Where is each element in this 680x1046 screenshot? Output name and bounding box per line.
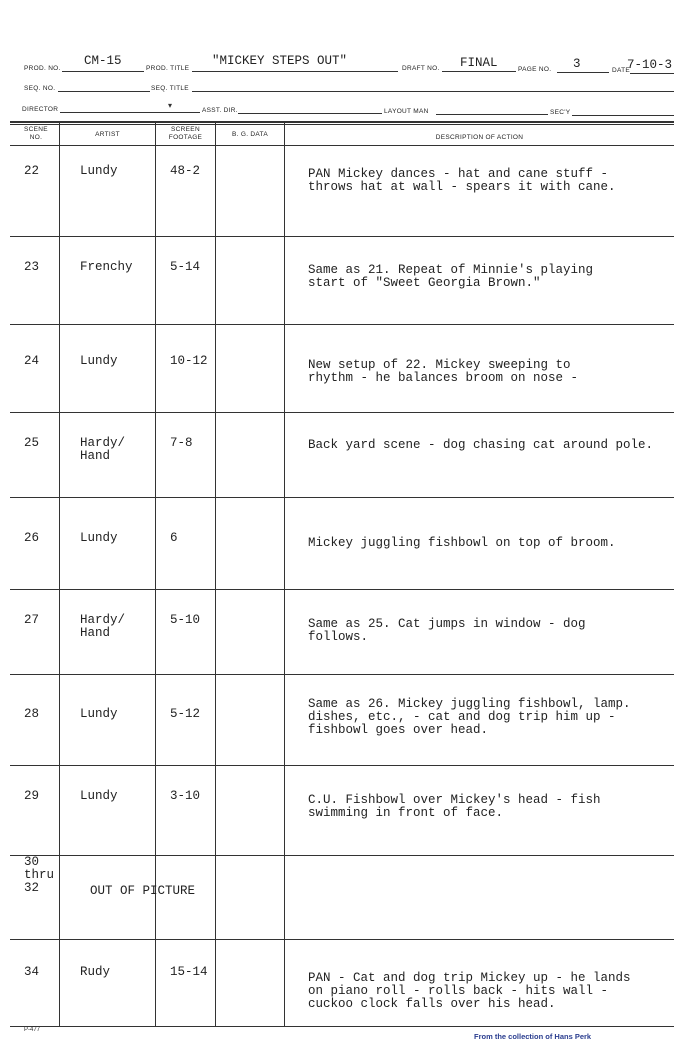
artist-name: Hardy/ Hand <box>80 436 126 463</box>
artist-name: Lundy <box>80 164 118 178</box>
action-description: Back yard scene - dog chasing cat around pole. <box>308 438 654 452</box>
table-top-border <box>10 121 674 123</box>
table-top-border-inner <box>10 124 674 125</box>
scene-number: 29 <box>24 789 40 803</box>
scene-number: 22 <box>24 164 40 178</box>
date-value: 7-10-3 <box>627 58 673 72</box>
date-underline <box>630 73 674 74</box>
out-of-picture-note: OUT OF PICTURE <box>90 884 196 898</box>
seq-no-underline <box>58 91 150 92</box>
prod-no-underline <box>62 71 144 72</box>
date-label: DATE <box>612 67 631 74</box>
action-description: New setup of 22. Mickey sweeping to rhythm - he balances broom on nose - <box>308 358 579 385</box>
prod-title-value: "MICKEY STEPS OUT" <box>212 54 348 68</box>
row-divider <box>10 765 674 766</box>
secy-underline <box>572 115 674 116</box>
action-description: Same as 26. Mickey juggling fishbowl, lamp. dishes, etc., - cat and dog trip him up - fishbowl goes over head. <box>308 697 631 737</box>
row-divider <box>10 497 674 498</box>
action-description: PAN - Cat and dog trip Mickey up - he lands on piano roll - rolls back - hits wall - cuckoo clock falls over his head. <box>308 971 631 1011</box>
screen-footage: 5-10 <box>170 613 201 627</box>
artist-name: Rudy <box>80 965 111 979</box>
artist-name: Hardy/ Hand <box>80 613 126 640</box>
asst-dir-label: ASST. DIR. <box>202 107 238 114</box>
scene-number: 27 <box>24 613 40 627</box>
seq-title-underline <box>192 91 674 92</box>
col-head-footage: SCREEN FOOTAGE <box>168 126 203 141</box>
screen-footage: 48-2 <box>170 164 201 178</box>
screen-footage: 7-8 <box>170 436 193 450</box>
action-description: PAN Mickey dances - hat and cane stuff - throws hat at wall - spears it with cane. <box>308 167 616 194</box>
page-no-value: 3 <box>573 57 581 71</box>
director-underline <box>60 112 200 113</box>
collection-credit: From the collection of Hans Perk <box>474 1032 592 1041</box>
screen-footage: 5-14 <box>170 260 201 274</box>
screen-footage: 6 <box>170 531 178 545</box>
artist-name: Lundy <box>80 707 118 721</box>
row-divider <box>10 324 674 325</box>
header-bottom-border <box>10 145 674 146</box>
prod-title-underline <box>192 71 398 72</box>
col-head-bg-data: B. G. DATA <box>232 131 268 138</box>
action-description: Same as 21. Repeat of Minnie's playing start of "Sweet Georgia Brown." <box>308 263 594 290</box>
screen-footage: 5-12 <box>170 707 201 721</box>
scene-number: 34 <box>24 965 40 979</box>
screen-footage: 15-14 <box>170 965 208 979</box>
page-no-underline <box>557 72 609 73</box>
prod-no-value: CM-15 <box>84 54 122 68</box>
draft-no-value: FINAL <box>460 56 498 70</box>
prod-no-label: PROD. NO. <box>24 65 61 72</box>
col-divider-1 <box>59 122 60 1027</box>
secy-label: SEC'Y <box>550 109 571 116</box>
scene-number: 23 <box>24 260 40 274</box>
action-description: C.U. Fishbowl over Mickey's head - fish swimming in front of face. <box>308 793 601 820</box>
row-divider <box>10 412 674 413</box>
draft-no-label: DRAFT NO. <box>402 65 440 72</box>
page-no-label: PAGE NO. <box>518 66 552 73</box>
prod-title-label: PROD. TITLE <box>146 65 190 72</box>
artist-name: Frenchy <box>80 260 133 274</box>
col-head-scene: SCENE NO. <box>24 126 48 141</box>
layout-man-label: LAYOUT MAN <box>384 108 429 115</box>
scene-number: 30 thru 32 <box>24 855 55 895</box>
asst-dir-underline <box>238 113 382 114</box>
artist-name: Lundy <box>80 531 118 545</box>
scene-number: 25 <box>24 436 40 450</box>
scene-number: 28 <box>24 707 40 721</box>
screen-footage: 10-12 <box>170 354 208 368</box>
ink-speck: ▾ <box>168 101 173 110</box>
draft-no-underline <box>442 71 516 72</box>
action-description: Mickey juggling fishbowl on top of broom. <box>308 536 616 550</box>
artist-name: Lundy <box>80 354 118 368</box>
seq-no-label: SEQ. NO. <box>24 85 56 92</box>
row-divider <box>10 939 674 940</box>
seq-title-label: SEQ. TITLE <box>151 85 189 92</box>
scene-number: 24 <box>24 354 40 368</box>
col-head-description: DESCRIPTION OF ACTION <box>435 134 524 141</box>
col-head-artist: ARTIST <box>95 131 120 138</box>
screen-footage: 3-10 <box>170 789 201 803</box>
director-label: DIRECTOR <box>22 106 59 113</box>
row-divider <box>10 855 674 856</box>
row-divider <box>10 236 674 237</box>
scene-number: 26 <box>24 531 40 545</box>
row-divider <box>10 589 674 590</box>
row-divider <box>10 674 674 675</box>
table-bottom-border <box>10 1026 674 1027</box>
form-code: P-477 <box>24 1027 41 1033</box>
action-description: Same as 25. Cat jumps in window - dog follows. <box>308 617 586 644</box>
artist-name: Lundy <box>80 789 118 803</box>
layout-man-underline <box>436 114 548 115</box>
col-divider-4 <box>284 122 285 1027</box>
